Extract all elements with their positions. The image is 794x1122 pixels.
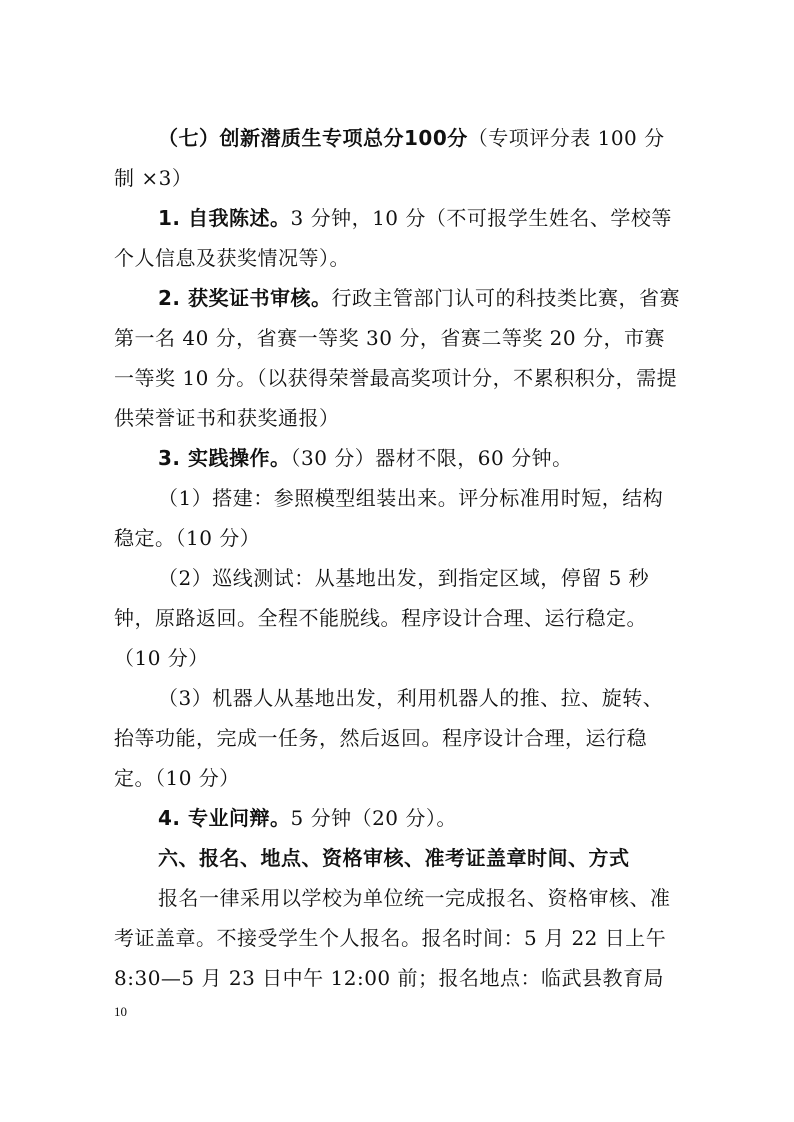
item3-paragraph — [114, 438, 682, 478]
section6-heading: 六、报名、地点、资格审核、准考证盖章时间、方式 — [158, 846, 630, 870]
item1-paragraph — [114, 198, 682, 278]
section6-body: 报名一律采用以学校为单位统一完成报名、资格审核、准考证盖章。不接受学生个人报名。报名时间：5 月 22 日上午 8:30—5 月 23 日中午 12:00 前；报名地点：临武县教育局 — [114, 886, 671, 990]
section7-heading-unit: 分 — [447, 126, 468, 150]
item1-text: 3 分钟，10 分（不可报学生姓名、学校等个人信息及获奖情况等）。 — [114, 206, 672, 270]
item4-label: 4. 专业问辩。 — [158, 806, 291, 830]
item4-paragraph — [114, 798, 682, 838]
item2-paragraph — [114, 278, 682, 438]
section7-heading-score: 100 — [404, 126, 448, 150]
page-number: 10 — [114, 1004, 127, 1019]
item3-sub2: （2）巡线测试：从基地出发，到指定区域，停留 5 秒钟，原路返回。全程不能脱线。程序设计合理、运行稳定。（10 分） — [114, 566, 650, 670]
item3-sub3: （3）机器人从基地出发，利用机器人的推、拉、旋转、抬等功能，完成一任务，然后返回。程序设计合理，运行稳定。（10 分） — [114, 686, 664, 790]
section7-heading-rest: （专项评分表 100 分制 ×3） — [114, 126, 665, 190]
section7-heading: （七）创新潜质生专项总分 — [158, 126, 404, 150]
item1-label: 1. 自我陈述。 — [158, 206, 291, 230]
item2-label: 2. 获奖证书审核。 — [158, 286, 332, 310]
item3-sub1: （1）搭建：参照模型组装出来。评分标准用时短，结构稳定。（10 分） — [114, 486, 664, 550]
item2-text: 行政主管部门认可的科技类比赛，省赛第一名 40 分，省赛一等奖 30 分，省赛二等奖 20 分，市赛一等奖 10 分。（以获得荣誉最高奖项计分，不累积积分，需提供荣誉证书和获奖通报） — [114, 286, 680, 430]
item3-text: （30 分）器材不限，60 分钟。 — [290, 446, 573, 470]
section7-heading-paragraph — [114, 118, 682, 198]
item3-label: 3. 实践操作。 — [158, 446, 291, 470]
item4-text: 5 分钟（20 分）。 — [290, 806, 457, 830]
